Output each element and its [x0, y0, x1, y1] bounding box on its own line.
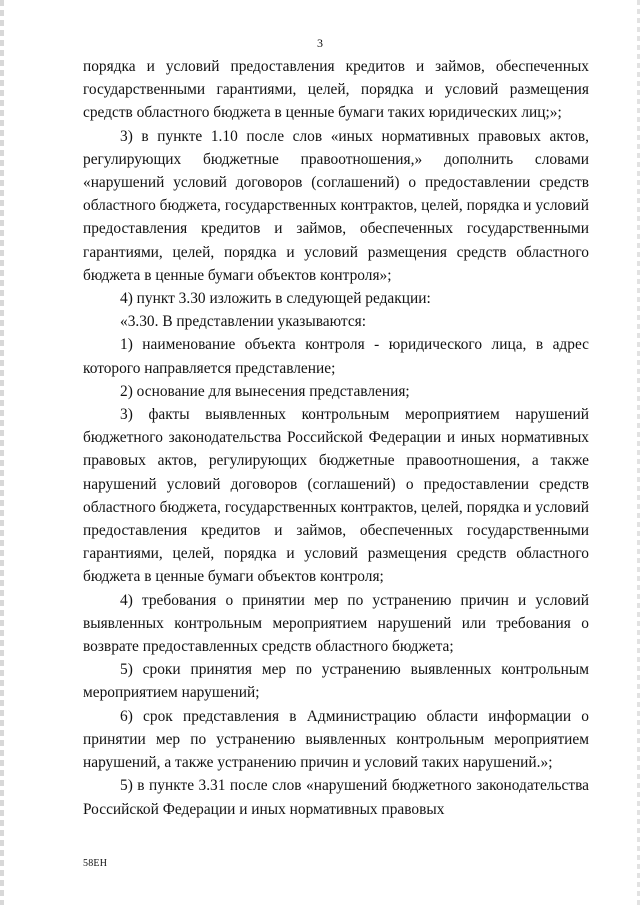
scan-edge-left: [0, 0, 4, 905]
page-number: 3: [317, 36, 323, 50]
paragraph-subitem-1: 1) наименование объекта контроля - юридического лица, в адрес которого направляется представление;: [83, 336, 589, 377]
paragraph-item-4: 4) пункт 3.30 изложить в следующей редакции:: [120, 290, 431, 308]
paragraph-subitem-3: 3) факты выявленных контрольным мероприятием нарушений бюджетного законодательства Российской Федерации и иных нормативных правовых актов, регулирующих бюджетные правоотношения, а также нарушений условий договоров (соглашений) о предоставлении средств областного бюджета, государственных контрактов, целей, порядка и условий предоставления кредитов и займов, обеспеченных государственными гарантиями, целей, порядка и условий размещения средств областного бюджета в ценные бумаги объектов контроля;: [83, 406, 589, 586]
paragraph-subitem-4: 4) требования о принятии мер по устранению причин и условий выявленных контрольным мероприятием нарушений или требования о возврате предоставленных средств областного бюджета;: [83, 591, 589, 656]
paragraph-subitem-5: 5) сроки принятия мер по устранению выявленных контрольным мероприятием нарушений;: [83, 661, 589, 702]
paragraph-subitem-2: 2) основание для вынесения представления;: [120, 382, 410, 400]
paragraph-subitem-6: 6) срок представления в Администрацию области информации о принятии мер по устранению выявленных контрольным мероприятием нарушений, а также устранению причин и условий таких нарушений.»;: [83, 707, 589, 772]
document-body: [83, 55, 589, 821]
paragraph-item-5: 5) в пункте 3.31 после слов «нарушений бюджетного законодательства Российской Федерации и иных нормативных правовых: [83, 777, 589, 818]
paragraph-clause-3-30: «3.30. В представлении указываются:: [120, 313, 367, 331]
paragraph-item-3: 3) в пункте 1.10 после слов «иных нормативных правовых актов, регулирующих бюджетные правоотношения,» дополнить словами «нарушений условий договоров (соглашений) о предоставлении средств областного бюджета, государственных контрактов, целей, порядка и условий предоставления кредитов и займов, обеспеченных государственными гарантиями, целей, порядка и условий размещения средств областного бюджета в ценные бумаги объектов контроля»;: [83, 127, 589, 284]
paragraph-continuation: порядка и условий предоставления кредитов и займов, обеспеченных государственными гарантиями, целей, порядка и условий размещения средств областного бюджета в ценные бумаги таких юридических лиц;»;: [83, 58, 589, 122]
footer-code: 58ЕН: [83, 858, 108, 869]
